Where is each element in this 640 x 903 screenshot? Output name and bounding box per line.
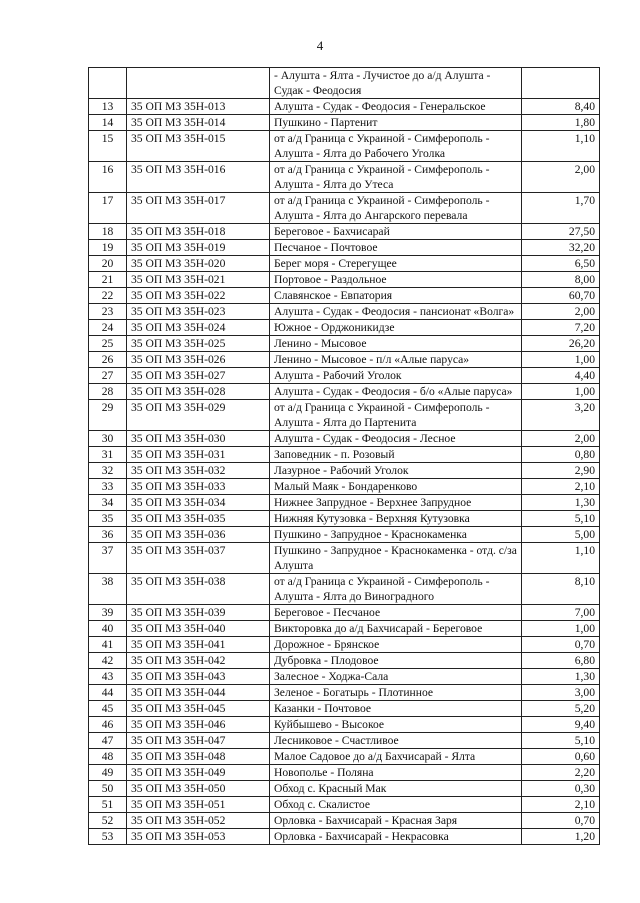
road-length-cell: 2,10	[522, 797, 600, 813]
road-id-cell: 35 ОП МЗ 35Н-043	[127, 669, 270, 685]
row-number-cell: 24	[89, 320, 127, 336]
row-number-cell: 37	[89, 543, 127, 574]
road-id-cell: 35 ОП МЗ 35Н-033	[127, 479, 270, 495]
road-name-cell: Малый Маяк - Бондаренково	[270, 479, 522, 495]
row-number-cell: 23	[89, 304, 127, 320]
road-name-cell: Новополье - Поляна	[270, 765, 522, 781]
road-name-cell: Алушта - Рабочий Уголок	[270, 368, 522, 384]
road-length-cell: 0,80	[522, 447, 600, 463]
road-id-cell: 35 ОП МЗ 35Н-013	[127, 99, 270, 115]
road-id-cell: 35 ОП МЗ 35Н-023	[127, 304, 270, 320]
table-row	[89, 463, 600, 479]
table-row	[89, 193, 600, 224]
table-row	[89, 829, 600, 845]
road-id-cell: 35 ОП МЗ 35Н-017	[127, 193, 270, 224]
road-length-cell: 0,70	[522, 813, 600, 829]
road-id-cell: 35 ОП МЗ 35Н-037	[127, 543, 270, 574]
road-name-cell: Лазурное - Рабочий Уголок	[270, 463, 522, 479]
row-number-cell: 27	[89, 368, 127, 384]
row-number-cell: 21	[89, 272, 127, 288]
road-length-cell: 2,00	[522, 304, 600, 320]
road-length-cell: 7,00	[522, 605, 600, 621]
road-id-cell: 35 ОП МЗ 35Н-053	[127, 829, 270, 845]
road-name-cell: Викторовка до а/д Бахчисарай - Береговое	[270, 621, 522, 637]
table-row	[89, 256, 600, 272]
road-length-cell: 4,40	[522, 368, 600, 384]
road-name-cell: Южное - Орджоникидзе	[270, 320, 522, 336]
road-id-cell: 35 ОП МЗ 35Н-039	[127, 605, 270, 621]
road-length-cell: 7,20	[522, 320, 600, 336]
road-length-cell: 5,00	[522, 527, 600, 543]
road-name-cell: Ленино - Мысовое	[270, 336, 522, 352]
road-name-cell: Славянское - Евпатория	[270, 288, 522, 304]
road-id-cell: 35 ОП МЗ 35Н-048	[127, 749, 270, 765]
road-name-cell: от а/д Граница с Украиной - Симферополь - Алушта - Ялта до Виноградного	[270, 574, 522, 605]
road-id-cell: 35 ОП МЗ 35Н-052	[127, 813, 270, 829]
table-row	[89, 685, 600, 701]
road-id-cell: 35 ОП МЗ 35Н-032	[127, 463, 270, 479]
table-row	[89, 511, 600, 527]
row-number-cell: 38	[89, 574, 127, 605]
table-row	[89, 813, 600, 829]
table-row	[89, 99, 600, 115]
road-name-cell: Алушта - Судак - Феодосия - Генеральское	[270, 99, 522, 115]
row-number-cell: 14	[89, 115, 127, 131]
road-id-cell: 35 ОП МЗ 35Н-029	[127, 400, 270, 431]
road-length-cell: 1,30	[522, 495, 600, 511]
table-row	[89, 605, 600, 621]
road-length-cell: 1,00	[522, 621, 600, 637]
row-number-cell: 50	[89, 781, 127, 797]
table-row	[89, 352, 600, 368]
row-number-cell: 33	[89, 479, 127, 495]
table-row	[89, 162, 600, 193]
table-row	[89, 733, 600, 749]
road-id-cell: 35 ОП МЗ 35Н-047	[127, 733, 270, 749]
roads-table-body	[89, 68, 600, 845]
row-number-cell: 45	[89, 701, 127, 717]
row-number-cell: 43	[89, 669, 127, 685]
row-number-cell: 52	[89, 813, 127, 829]
road-name-cell: Малое Садовое до а/д Бахчисарай - Ялта	[270, 749, 522, 765]
road-length-cell: 9,40	[522, 717, 600, 733]
road-length-cell: 8,10	[522, 574, 600, 605]
row-number-cell: 39	[89, 605, 127, 621]
road-id-cell: 35 ОП МЗ 35Н-034	[127, 495, 270, 511]
road-length-cell: 60,70	[522, 288, 600, 304]
road-id-cell: 35 ОП МЗ 35Н-036	[127, 527, 270, 543]
road-length-cell: 1,20	[522, 829, 600, 845]
table-row	[89, 368, 600, 384]
table-row	[89, 68, 600, 99]
road-length-cell: 2,20	[522, 765, 600, 781]
road-length-cell: 6,50	[522, 256, 600, 272]
table-row	[89, 797, 600, 813]
road-id-cell: 35 ОП МЗ 35Н-025	[127, 336, 270, 352]
table-row	[89, 669, 600, 685]
road-length-cell: 2,10	[522, 479, 600, 495]
row-number-cell: 47	[89, 733, 127, 749]
road-length-cell: 0,30	[522, 781, 600, 797]
road-id-cell: 35 ОП МЗ 35Н-049	[127, 765, 270, 781]
road-name-cell: Пушкино - Запрудное - Краснокаменка - отд. с/за Алушта	[270, 543, 522, 574]
road-id-cell: 35 ОП МЗ 35Н-020	[127, 256, 270, 272]
table-row	[89, 717, 600, 733]
road-name-cell: Обход с. Скалистое	[270, 797, 522, 813]
road-name-cell: Дубровка - Плодовое	[270, 653, 522, 669]
road-name-cell: Орловка - Бахчисарай - Некрасовка	[270, 829, 522, 845]
road-length-cell: 2,90	[522, 463, 600, 479]
row-number-cell: 18	[89, 224, 127, 240]
road-name-cell: Портовое - Раздольное	[270, 272, 522, 288]
road-name-cell: Алушта - Судак - Феодосия - б/о «Алые паруса»	[270, 384, 522, 400]
road-length-cell: 5,20	[522, 701, 600, 717]
road-id-cell: 35 ОП МЗ 35Н-038	[127, 574, 270, 605]
table-row	[89, 224, 600, 240]
row-number-cell: 15	[89, 131, 127, 162]
road-id-cell: 35 ОП МЗ 35Н-016	[127, 162, 270, 193]
road-id-cell: 35 ОП МЗ 35Н-044	[127, 685, 270, 701]
road-id-cell: 35 ОП МЗ 35Н-040	[127, 621, 270, 637]
table-row	[89, 384, 600, 400]
row-number-cell: 49	[89, 765, 127, 781]
road-length-cell: 3,00	[522, 685, 600, 701]
table-row	[89, 272, 600, 288]
road-id-cell	[127, 68, 270, 99]
road-id-cell: 35 ОП МЗ 35Н-021	[127, 272, 270, 288]
row-number-cell: 48	[89, 749, 127, 765]
road-id-cell: 35 ОП МЗ 35Н-022	[127, 288, 270, 304]
row-number-cell: 32	[89, 463, 127, 479]
row-number-cell: 53	[89, 829, 127, 845]
road-length-cell: 1,00	[522, 384, 600, 400]
road-name-cell: Лесниковое - Счастливое	[270, 733, 522, 749]
row-number-cell: 46	[89, 717, 127, 733]
road-length-cell: 32,20	[522, 240, 600, 256]
row-number-cell: 41	[89, 637, 127, 653]
table-row	[89, 479, 600, 495]
table-row	[89, 131, 600, 162]
road-length-cell: 1,10	[522, 543, 600, 574]
row-number-cell: 13	[89, 99, 127, 115]
road-id-cell: 35 ОП МЗ 35Н-015	[127, 131, 270, 162]
table-row	[89, 653, 600, 669]
road-name-cell: Алушта - Судак - Феодосия - Лесное	[270, 431, 522, 447]
road-name-cell: Казанки - Почтовое	[270, 701, 522, 717]
row-number-cell: 26	[89, 352, 127, 368]
road-id-cell: 35 ОП МЗ 35Н-024	[127, 320, 270, 336]
table-row	[89, 701, 600, 717]
table-row	[89, 574, 600, 605]
road-length-cell: 27,50	[522, 224, 600, 240]
road-length-cell: 1,10	[522, 131, 600, 162]
road-length-cell: 8,40	[522, 99, 600, 115]
row-number-cell: 19	[89, 240, 127, 256]
row-number-cell: 30	[89, 431, 127, 447]
row-number-cell: 51	[89, 797, 127, 813]
road-name-cell: Нижняя Кутузовка - Верхняя Кутузовка	[270, 511, 522, 527]
row-number-cell: 25	[89, 336, 127, 352]
table-row	[89, 527, 600, 543]
road-name-cell: Пушкино - Партенит	[270, 115, 522, 131]
road-name-cell: Заповедник - п. Розовый	[270, 447, 522, 463]
road-length-cell: 8,00	[522, 272, 600, 288]
road-name-cell: Песчаное - Почтовое	[270, 240, 522, 256]
road-id-cell: 35 ОП МЗ 35Н-026	[127, 352, 270, 368]
road-length-cell: 0,60	[522, 749, 600, 765]
table-row	[89, 336, 600, 352]
row-number-cell: 29	[89, 400, 127, 431]
road-name-cell: Залесное - Ходжа-Сала	[270, 669, 522, 685]
table-row	[89, 115, 600, 131]
table-row	[89, 288, 600, 304]
road-id-cell: 35 ОП МЗ 35Н-030	[127, 431, 270, 447]
row-number-cell	[89, 68, 127, 99]
road-length-cell: 5,10	[522, 511, 600, 527]
road-id-cell: 35 ОП МЗ 35Н-050	[127, 781, 270, 797]
table-row	[89, 637, 600, 653]
road-name-cell: от а/д Граница с Украиной - Симферополь - Алушта - Ялта до Утеса	[270, 162, 522, 193]
row-number-cell: 16	[89, 162, 127, 193]
row-number-cell: 35	[89, 511, 127, 527]
row-number-cell: 20	[89, 256, 127, 272]
row-number-cell: 34	[89, 495, 127, 511]
table-row	[89, 621, 600, 637]
road-id-cell: 35 ОП МЗ 35Н-035	[127, 511, 270, 527]
road-name-cell: от а/д Граница с Украиной - Симферополь - Алушта - Ялта до Рабочего Уголка	[270, 131, 522, 162]
road-length-cell: 0,70	[522, 637, 600, 653]
road-id-cell: 35 ОП МЗ 35Н-042	[127, 653, 270, 669]
table-row	[89, 781, 600, 797]
road-length-cell: 5,10	[522, 733, 600, 749]
page-number: 4	[316, 38, 324, 53]
table-row	[89, 495, 600, 511]
road-id-cell: 35 ОП МЗ 35Н-028	[127, 384, 270, 400]
road-name-cell: от а/д Граница с Украиной - Симферополь - Алушта - Ялта до Партенита	[270, 400, 522, 431]
road-id-cell: 35 ОП МЗ 35Н-031	[127, 447, 270, 463]
road-length-cell	[522, 68, 600, 99]
table-row	[89, 543, 600, 574]
road-name-cell: Куйбышево - Высокое	[270, 717, 522, 733]
road-name-cell: Пушкино - Запрудное - Краснокаменка	[270, 527, 522, 543]
road-length-cell: 2,00	[522, 162, 600, 193]
road-id-cell: 35 ОП МЗ 35Н-045	[127, 701, 270, 717]
road-name-cell: Ленино - Мысовое - п/л «Алые паруса»	[270, 352, 522, 368]
road-name-cell: Зеленое - Богатырь - Плотинное	[270, 685, 522, 701]
row-number-cell: 22	[89, 288, 127, 304]
row-number-cell: 36	[89, 527, 127, 543]
table-row	[89, 320, 600, 336]
table-row	[89, 765, 600, 781]
roads-table	[88, 67, 600, 845]
table-row	[89, 749, 600, 765]
road-id-cell: 35 ОП МЗ 35Н-018	[127, 224, 270, 240]
road-name-cell: Береговое - Песчаное	[270, 605, 522, 621]
row-number-cell: 42	[89, 653, 127, 669]
table-row	[89, 240, 600, 256]
road-length-cell: 1,00	[522, 352, 600, 368]
row-number-cell: 44	[89, 685, 127, 701]
road-length-cell: 3,20	[522, 400, 600, 431]
road-name-cell: Обход с. Красный Мак	[270, 781, 522, 797]
road-length-cell: 6,80	[522, 653, 600, 669]
road-id-cell: 35 ОП МЗ 35Н-041	[127, 637, 270, 653]
row-number-cell: 28	[89, 384, 127, 400]
row-number-cell: 17	[89, 193, 127, 224]
road-name-cell: Берег моря - Стерегущее	[270, 256, 522, 272]
road-length-cell: 1,70	[522, 193, 600, 224]
road-name-cell: Алушта - Судак - Феодосия - пансионат «Волга»	[270, 304, 522, 320]
table-row	[89, 304, 600, 320]
road-id-cell: 35 ОП МЗ 35Н-027	[127, 368, 270, 384]
road-id-cell: 35 ОП МЗ 35Н-046	[127, 717, 270, 733]
table-row	[89, 400, 600, 431]
road-id-cell: 35 ОП МЗ 35Н-014	[127, 115, 270, 131]
table-row	[89, 447, 600, 463]
road-name-cell: Береговое - Бахчисарай	[270, 224, 522, 240]
road-id-cell: 35 ОП МЗ 35Н-019	[127, 240, 270, 256]
road-length-cell: 1,30	[522, 669, 600, 685]
table-row	[89, 431, 600, 447]
road-length-cell: 2,00	[522, 431, 600, 447]
road-name-cell: Нижнее Запрудное - Верхнее Запрудное	[270, 495, 522, 511]
road-name-cell: Орловка - Бахчисарай - Красная Заря	[270, 813, 522, 829]
road-id-cell: 35 ОП МЗ 35Н-051	[127, 797, 270, 813]
road-length-cell: 26,20	[522, 336, 600, 352]
row-number-cell: 31	[89, 447, 127, 463]
row-number-cell: 40	[89, 621, 127, 637]
road-length-cell: 1,80	[522, 115, 600, 131]
road-name-cell: от а/д Граница с Украиной - Симферополь - Алушта - Ялта до Ангарского перевала	[270, 193, 522, 224]
road-name-cell: - Алушта - Ялта - Лучистое до а/д Алушта - Судак - Феодосия	[270, 68, 522, 99]
road-name-cell: Дорожное - Брянское	[270, 637, 522, 653]
